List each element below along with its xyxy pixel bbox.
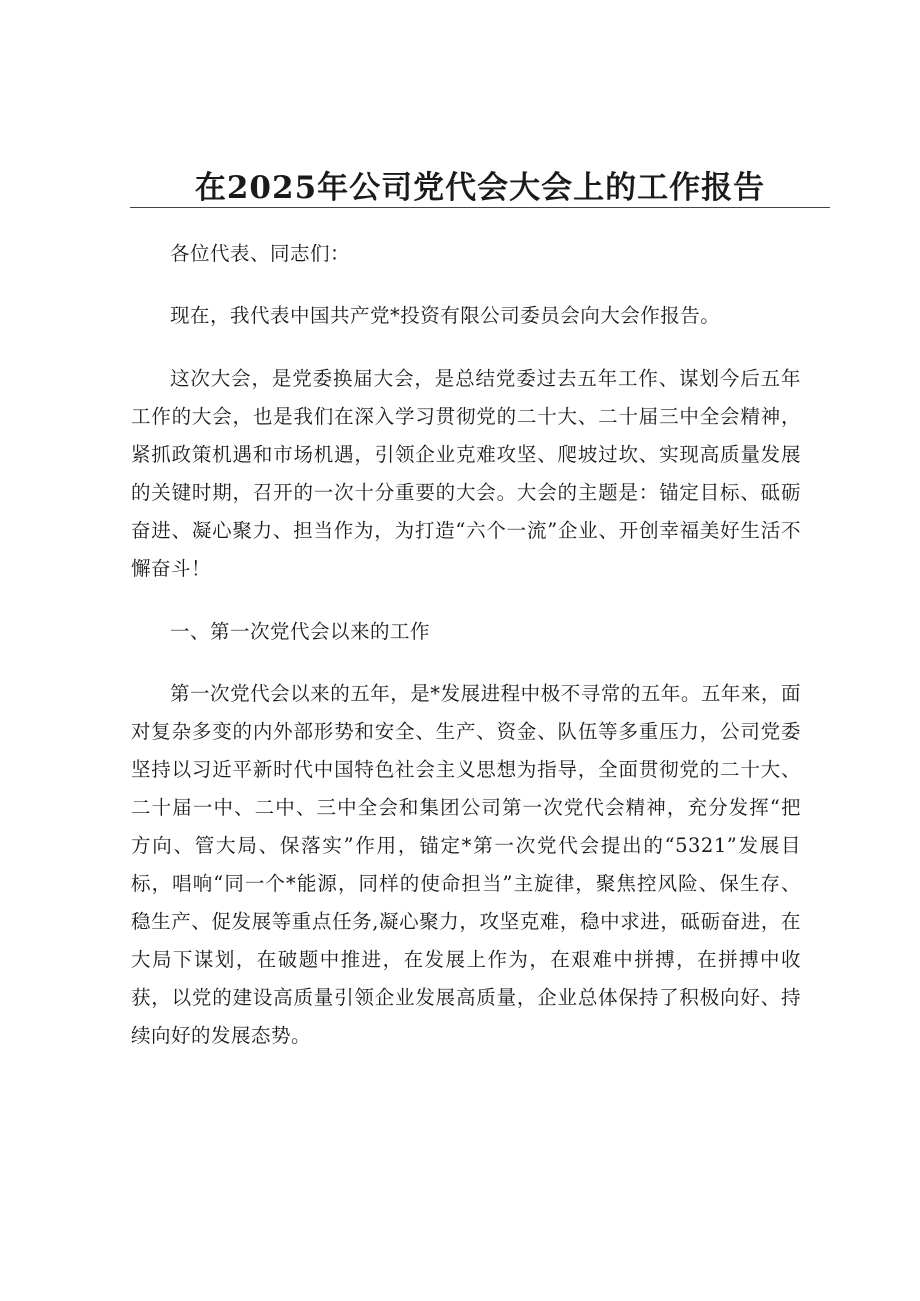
salutation-paragraph: 各位代表、同志们： <box>170 242 351 265</box>
section-heading: 一、第一次党代会以来的工作 <box>170 620 431 643</box>
document-body <box>131 235 801 1055</box>
document-title: 在2025年公司党代会大会上的工作报告 <box>194 170 766 206</box>
opening-paragraph: 现在，我代表中国共产党*投资有限公司委员会向大会作报告。 <box>170 304 721 327</box>
title-underline <box>130 207 830 208</box>
introduction-paragraph: 这次大会，是党委换届大会，是总结党委过去五年工作、谋划今后五年工作的大会，也是我们在深入学习贯彻党的二十大、二十届三中全会精神，紧抓政策机遇和市场机遇，引领企业克难攻坚、爬坡过坎、实现高质量发展的关键时期，召开的一次十分重要的大会。大会的主题是：锚定目标、砥砺奋进、凝心聚力、担当作为，为打造“六个一流”企业、开创幸福美好生活不懈奋斗！ <box>131 367 801 580</box>
section-body-paragraph: 第一次党代会以来的五年，是*发展进程中极不寻常的五年。五年来，面对复杂多变的内外部形势和安全、生产、资金、队伍等多重压力，公司党委坚持以习近平新时代中国特色社会主义思想为指导，全面贯彻党的二十大、二十届一中、二中、三中全会和集团公司第一次党代会精神，充分发挥“把方向、管大局、保落实”作用，锚定*第一次党代会提出的“5321”发展目标，唱响“同一个*能源，同样的使命担当”主旋律，聚焦控风险、保生存、稳生产、促发展等重点任务,凝心聚力，攻坚克难，稳中求进，砥砺奋进，在大局下谋划，在破题中推进，在发展上作为，在艰难中拼搏，在拼搏中收获，以党的建设高质量引领企业发展高质量，企业总体保持了积极向好、持续向好的发展态势。 <box>131 682 801 1047</box>
